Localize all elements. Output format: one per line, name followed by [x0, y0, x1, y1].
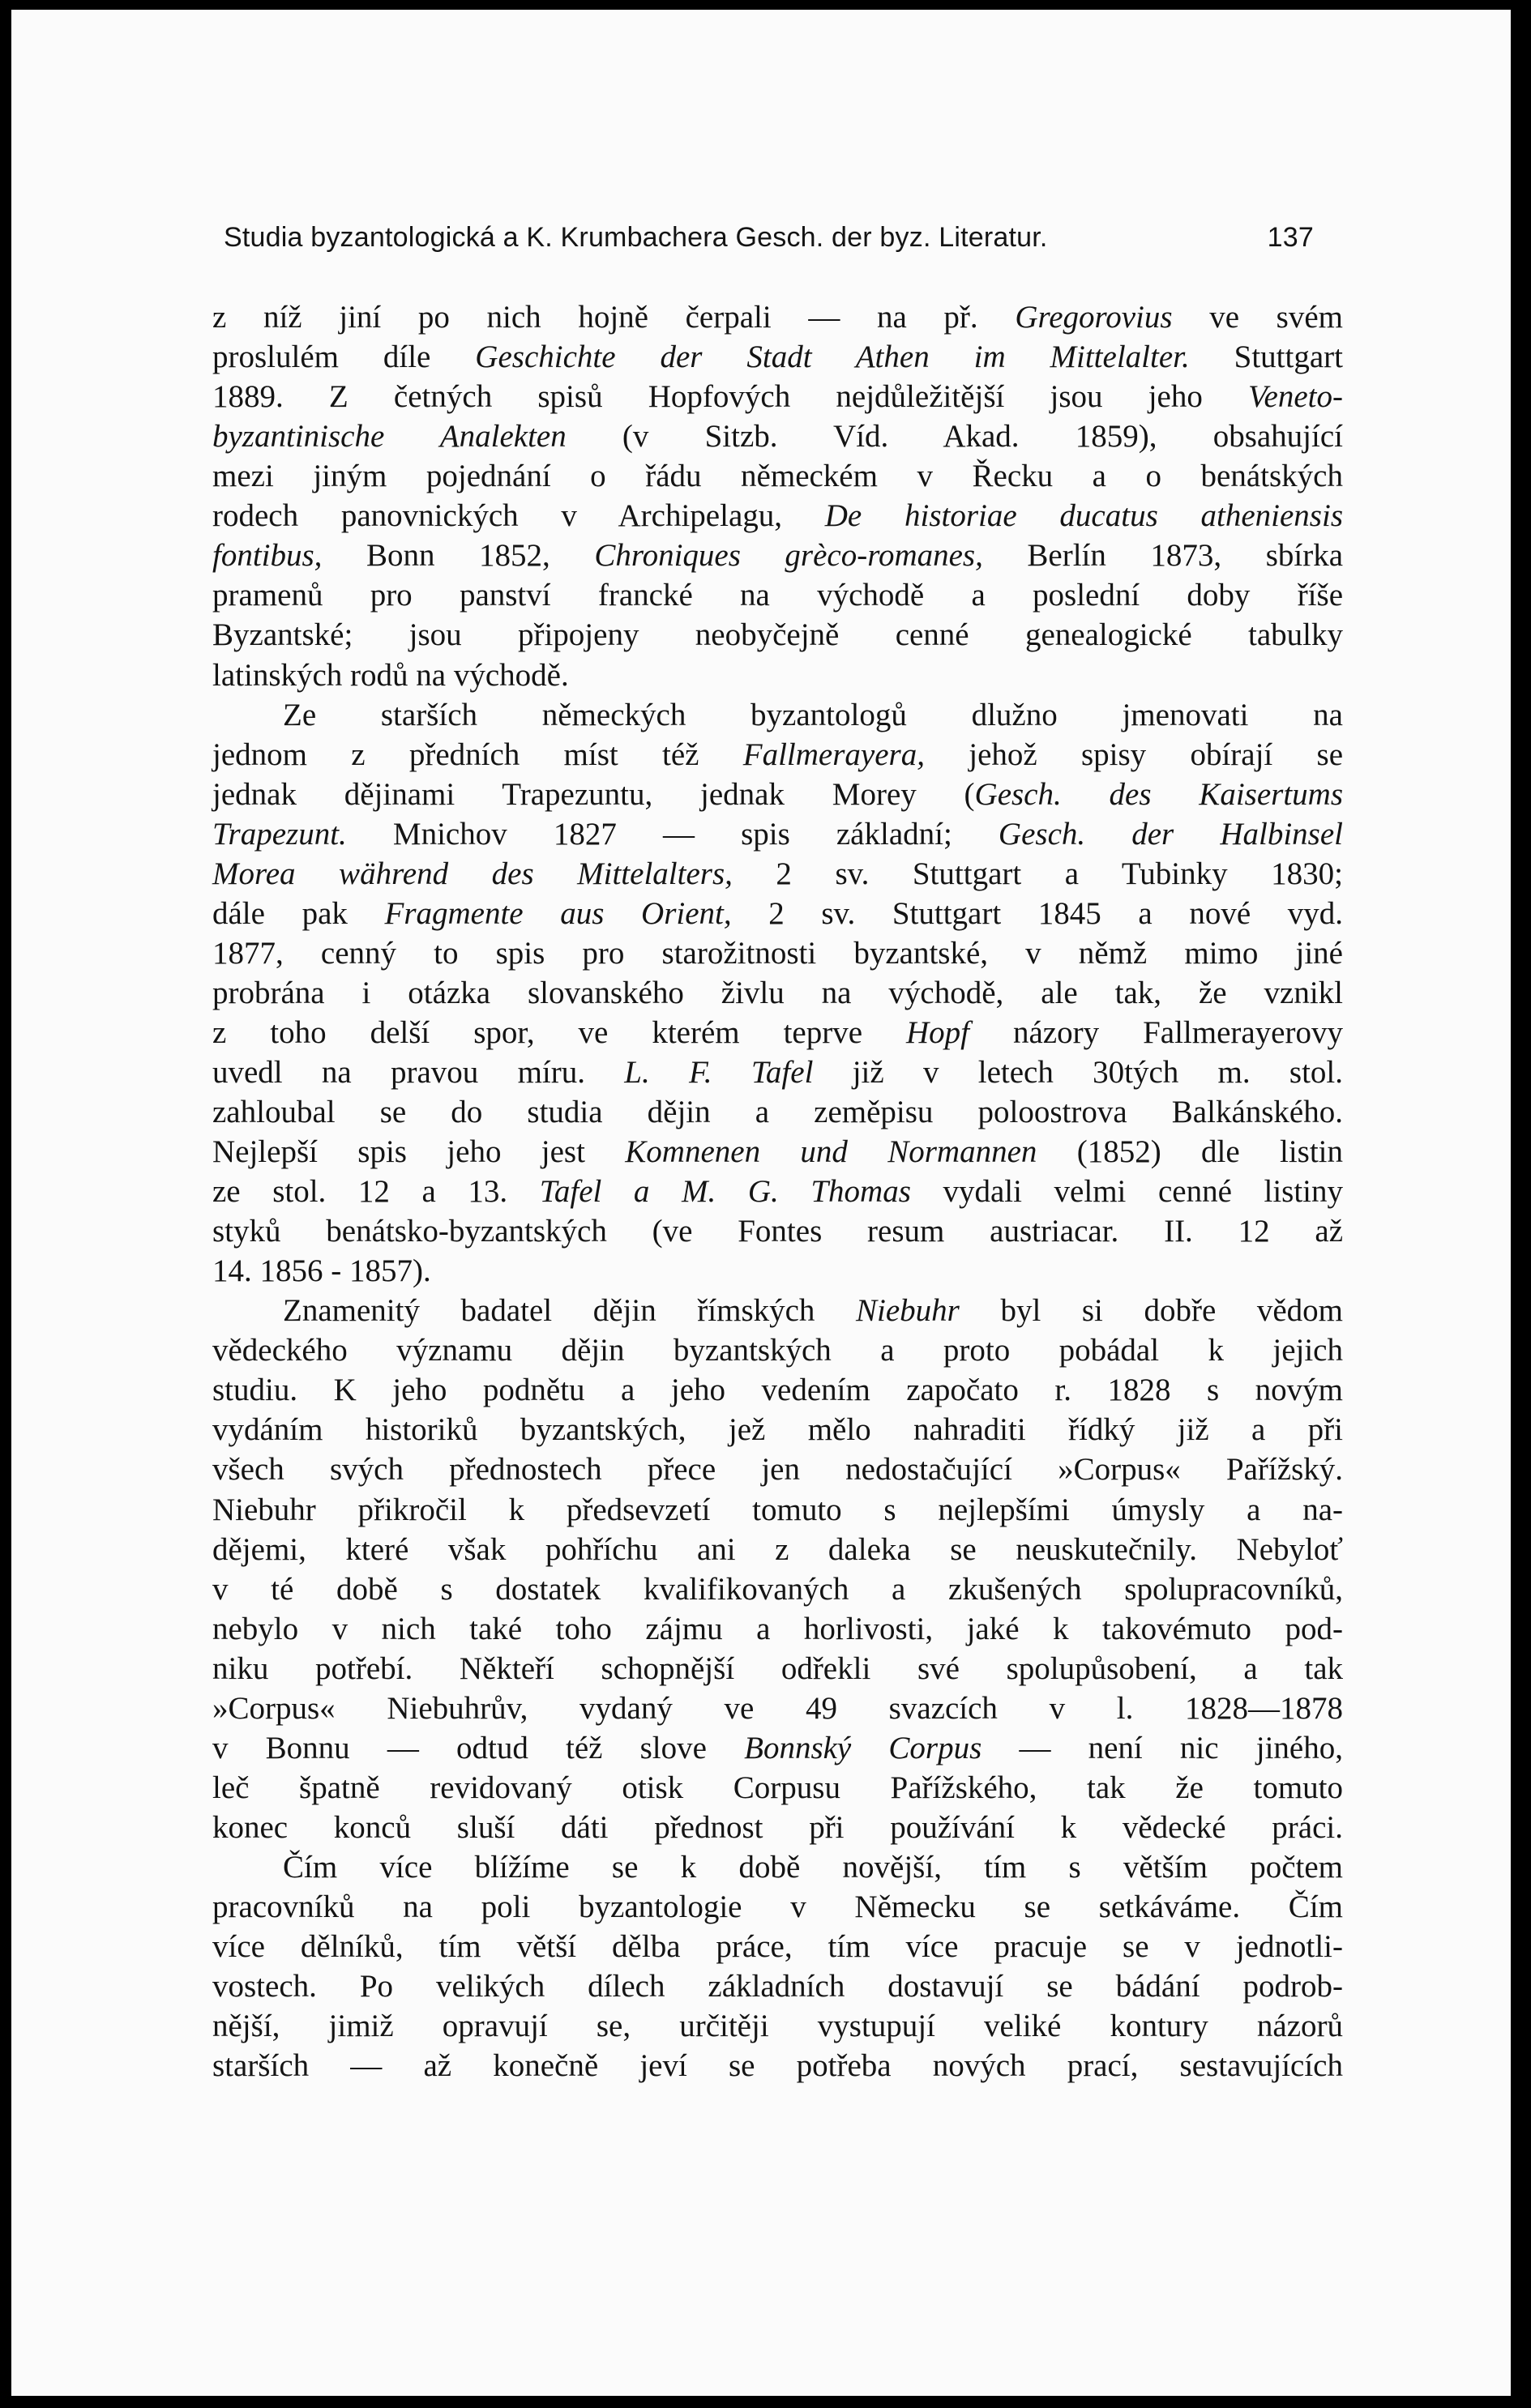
italic-segment: byzantinische Analekten [212, 419, 567, 455]
italic-segment: Komnenen und Normannen [625, 1134, 1037, 1169]
text-segment: jednom z předních míst též [212, 736, 743, 772]
text-segment: vydáním historiků byzantských, jež mělo nahraditi řídký již a při [212, 1412, 1343, 1448]
text-line [212, 1769, 1343, 1808]
text-line [212, 1172, 1343, 1211]
text-line [212, 1491, 1343, 1530]
text-line [212, 2047, 1343, 2086]
text-line [212, 1411, 1343, 1449]
text-segment: nější, jimiž opravují se, určitěji vystupují veliké kontury názorů [212, 2009, 1343, 2044]
text-line [212, 1610, 1343, 1649]
text-segment: byl si dobře vědom [959, 1293, 1343, 1329]
text-segment: styků benátsko-byzantských (ve Fontes resum austriacar. II. 12 až [212, 1214, 1343, 1249]
text-segment: mezi jiným pojednání o řádu německém v Řecku a o benátských [212, 459, 1343, 494]
italic-segment: L. F. Tafel [624, 1054, 814, 1090]
text-line [212, 1967, 1343, 2006]
text-segment: niku potřebí. Někteří schopnější odřekli své spolupůsobení, a tak [212, 1650, 1343, 1686]
text-segment: pramenů pro panství francké na východě a poslední doby říše [212, 578, 1343, 613]
text-line [212, 616, 1343, 655]
text-line [283, 1292, 1343, 1330]
text-segment: všech svých přednostech přece jen nedostačující »Corpus« Pařížský. [212, 1452, 1343, 1488]
text-segment: starších — až konečně jeví se potřeba nových prací, sestavujících [212, 2048, 1343, 2084]
text-segment: Byzantské; jsou připojeny neobyčejně cenné genealogické tabulky [212, 617, 1343, 653]
italic-segment: Morea während des Mittelalters, [212, 856, 733, 891]
text-segment: Ze starších německých byzantologů dlužno jmenovati na [283, 697, 1343, 732]
text-segment: Bonn 1852, [322, 538, 595, 574]
text-segment: — není nic jiného, [981, 1730, 1343, 1765]
text-line [212, 2007, 1343, 2046]
text-segment: Mnichov 1827 — spis základní; [346, 816, 999, 852]
italic-segment: Veneto- [1248, 379, 1343, 415]
text-line [212, 736, 1343, 775]
text-line [212, 1212, 1343, 1251]
italic-segment: Gesch. des Kaisertums [974, 776, 1343, 812]
text-segment: Nejlepší spis jeho jest [212, 1134, 626, 1169]
text-line [212, 934, 1343, 973]
text-line [212, 1729, 1343, 1768]
text-line [212, 1450, 1343, 1489]
text-segment: uvedl na pravou míru. [212, 1054, 625, 1090]
text-line [212, 894, 1343, 933]
text-segment: z níž jiní po nich hojně čerpali — na př. [212, 300, 1016, 335]
text-line [212, 1133, 1343, 1172]
text-segment: nebylo v nich také toho zájmu a horlivosti, jaké k takovémuto pod- [212, 1611, 1343, 1646]
text-segment: vědeckého významu dějin byzantských a proto pobádal k jejich [212, 1333, 1343, 1368]
text-segment: v té době s dostatek kvalifikovaných a zkušených spolupracovníků, [212, 1571, 1343, 1607]
text-segment: Čím více blížíme se k době novější, tím s větším počtem [283, 1849, 1343, 1885]
italic-segment: Hopf [906, 1014, 970, 1050]
text-line [212, 1371, 1343, 1410]
text-segment: ze stol. 12 a 13. [212, 1174, 540, 1210]
italic-segment: Tafel a M. G. Thomas [539, 1174, 911, 1210]
text-segment: latinských rodů na východě. [212, 657, 569, 693]
text-segment: dějemi, které však pohříchu ani z daleka se neuskutečnily. Nebyloť [212, 1531, 1343, 1567]
text-segment: jehož spisy obírají se [924, 736, 1344, 772]
italic-segment: Gregorovius [1015, 300, 1173, 335]
text-line [212, 1570, 1343, 1609]
running-header [224, 222, 1314, 254]
text-line [212, 1689, 1343, 1728]
italic-segment: Trapezunt. [212, 816, 347, 852]
text-line [283, 696, 1343, 735]
text-segment: v Bonnu — odtud též slove [212, 1730, 745, 1765]
text-segment: názory Fallmerayerovy [969, 1014, 1343, 1050]
text-segment: vydali velmi cenné listiny [910, 1174, 1344, 1210]
text-line [212, 656, 1343, 695]
text-segment: 1877, cenný to spis pro starožitnosti byzantské, v němž mimo jiné [212, 935, 1343, 971]
text-segment: Znamenitý badatel dějin římských [283, 1293, 857, 1329]
text-line [212, 815, 1343, 854]
text-segment: zahloubal se do studia dějin a zeměpisu poloostrova Balkánského. [212, 1095, 1343, 1129]
italic-segment: Fallmerayera, [742, 736, 925, 772]
text-segment: konec konců sluší dáti přednost při používání k vědecké práci. [212, 1809, 1343, 1845]
text-segment: vostech. Po velikých dílech základních dostavují se bádání podrob- [212, 1969, 1343, 2005]
text-line [212, 1928, 1343, 1966]
text-line [212, 497, 1343, 536]
italic-segment: Chroniques grèco-romanes, [594, 538, 983, 574]
text-segment: studiu. K jeho podnětu a jeho vedením započato r. 1828 s novým [212, 1373, 1343, 1408]
scanned-page [11, 10, 1511, 2396]
italic-segment: Fragmente aus Orient, [384, 895, 732, 931]
text-segment: dále pak [212, 895, 385, 931]
text-segment: Stuttgart [1189, 339, 1343, 375]
text-line [212, 576, 1343, 615]
italic-segment: Geschichte der Stadt Athen im Mittelalter. [475, 339, 1190, 375]
text-line [212, 1093, 1343, 1132]
text-segment: Niebuhr přikročil k předsevzetí tomuto s nejlepšími úmysly a na- [212, 1492, 1343, 1527]
text-line [212, 457, 1343, 496]
text-line [212, 1531, 1343, 1569]
text-line [212, 974, 1343, 1013]
italic-segment: Bonnský Corpus [744, 1730, 982, 1765]
text-line [212, 378, 1343, 416]
text-line [212, 536, 1343, 575]
text-segment: pracovníků na poli byzantologie v Německu se setkáváme. Čím [212, 1889, 1343, 1924]
text-segment: 1889. Z četných spisů Hopfových nejdůležitější jsou jeho [212, 379, 1249, 415]
text-line [212, 417, 1343, 456]
text-line [212, 1888, 1343, 1927]
text-segment: probrána i otázka slovanského živlu na východě, ale tak, že vznikl [212, 975, 1343, 1010]
running-title: Studia byzantologická a K. Krumbachera Gesch. der byz. Literatur. [224, 222, 1048, 253]
text-line [212, 1014, 1343, 1052]
text-segment: více dělníků, tím větší dělba práce, tím více pracuje se v jednotli- [212, 1929, 1343, 1965]
text-segment: jednak dějinami Trapezuntu, jednak Morey ( [212, 776, 975, 812]
text-segment: z toho delší spor, ve kterém teprve [212, 1014, 907, 1050]
text-segment: ve svém [1172, 300, 1343, 335]
text-segment: proslulém díle [212, 339, 476, 375]
text-segment: již v letech 30tých m. stol. [813, 1054, 1343, 1090]
text-line [212, 855, 1343, 894]
text-line [212, 1808, 1343, 1847]
text-line [212, 1053, 1343, 1092]
text-segment: leč špatně revidovaný otisk Corpusu Pařížského, tak že tomuto [212, 1770, 1343, 1805]
text-segment: »Corpus« Niebuhrův, vydaný ve 49 svazcích v l. 1828—1878 [212, 1690, 1343, 1726]
text-line [212, 1331, 1343, 1370]
text-line [212, 1650, 1343, 1689]
text-line [212, 1252, 1343, 1291]
text-segment: (1852) dle listin [1037, 1134, 1344, 1169]
italic-segment: fontibus, [212, 538, 323, 574]
italic-segment: De historiae ducatus atheniensis [824, 498, 1343, 534]
text-line [283, 1848, 1343, 1887]
text-segment: 14. 1856 - 1857). [212, 1253, 431, 1289]
text-segment: (v Sitzb. Víd. Akad. 1859), obsahující [566, 419, 1343, 455]
italic-segment: Gesch. der Halbinsel [998, 816, 1344, 852]
text-segment: 2 sv. Stuttgart 1845 a nové vyd. [731, 895, 1344, 931]
italic-segment: Niebuhr [856, 1293, 960, 1329]
text-segment: rodech panovnických v Archipelagu, [212, 498, 825, 534]
text-segment: Berlín 1873, sbírka [982, 538, 1344, 574]
text-line [212, 338, 1343, 377]
text-line [212, 298, 1343, 337]
page-number: 137 [1267, 222, 1314, 253]
text-line [212, 775, 1343, 814]
text-segment: 2 sv. Stuttgart a Tubinky 1830; [732, 856, 1344, 891]
